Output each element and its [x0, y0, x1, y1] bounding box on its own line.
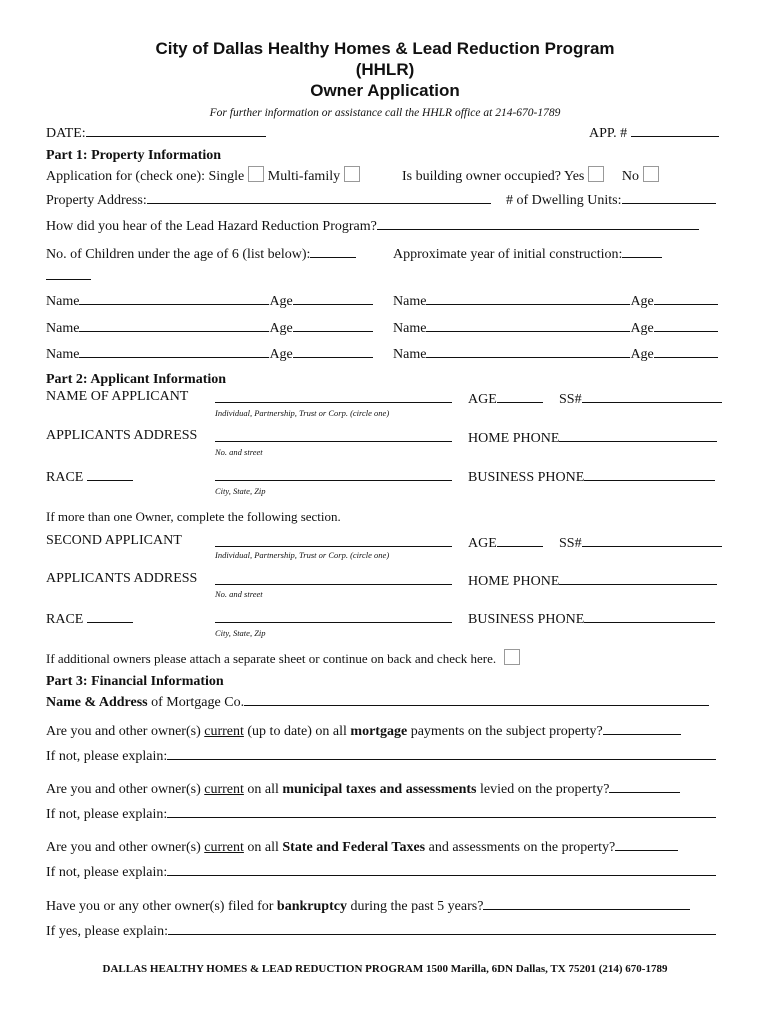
second-applicant-label: SECOND APPLICANT	[46, 533, 182, 548]
part1-heading: Part 1: Property Information	[46, 148, 222, 163]
age-label: AGE	[468, 392, 497, 407]
app-number-label: APP. #	[589, 126, 628, 141]
child-age-field[interactable]	[654, 291, 718, 305]
multi-family-checkbox[interactable]	[344, 166, 360, 182]
child-row	[46, 291, 373, 310]
child-age-label: Age	[269, 294, 293, 309]
child-name-field[interactable]	[426, 344, 630, 358]
second-applicants-address-label: APPLICANTS ADDRESS	[46, 571, 198, 586]
second-city-field[interactable]	[215, 609, 452, 623]
explain-field[interactable]	[167, 804, 716, 818]
applicant-address-field[interactable]	[215, 428, 452, 442]
how-hear-field[interactable]	[377, 216, 699, 230]
home-phone-field[interactable]	[559, 428, 717, 442]
city-state-zip-field[interactable]	[215, 467, 452, 481]
child-row	[393, 291, 718, 310]
ss-row	[559, 389, 722, 408]
child-age-label: Age	[269, 321, 293, 336]
child-age-field[interactable]	[293, 291, 373, 305]
child-age-label: Age	[630, 294, 654, 309]
approx-year-continuation	[46, 266, 91, 285]
bankruptcy-word: bankruptcy	[276, 899, 347, 914]
child-row	[46, 344, 373, 363]
business-phone-row	[468, 467, 715, 486]
address-row	[215, 428, 452, 447]
child-age-label: Age	[630, 347, 654, 362]
question-prefix: Are you and other owner(s)	[46, 782, 205, 797]
property-address-field[interactable]	[147, 190, 491, 204]
dwelling-units-row	[506, 190, 716, 209]
explain-row	[46, 746, 716, 765]
yes-checkbox[interactable]	[588, 166, 604, 182]
child-age-field[interactable]	[293, 318, 373, 332]
child-name-label: Name	[393, 294, 427, 309]
additional-owners-label: If additional owners please attach a separate sheet or continue on back and check here.	[46, 651, 497, 666]
mortgage-label: of Mortgage Co.	[147, 695, 245, 710]
approx-year-label: Approximate year of initial construction:	[393, 247, 623, 262]
how-hear-label: How did you hear of the Lead Hazard Reduction Program?	[46, 219, 377, 234]
explain-yes-row	[46, 921, 716, 940]
more-than-one-owner-note: If more than one Owner, complete the following section.	[46, 509, 341, 524]
city-row	[215, 467, 452, 486]
mortgage-word: mortgage	[350, 724, 408, 739]
question-end: levied on the property?	[476, 782, 610, 797]
application-for-label: Application for (check one): Single	[46, 169, 245, 184]
info-line: For further information or assistance call the HHLR office at 214-670-1789	[209, 107, 561, 119]
explain-row	[46, 862, 716, 881]
question-end: during the past 5 years?	[346, 899, 484, 914]
explain-yes-field[interactable]	[168, 921, 716, 935]
age-field[interactable]	[497, 389, 543, 403]
age-row	[468, 389, 543, 408]
property-address-label: Property Address:	[46, 193, 147, 208]
state-federal-taxes-word: State and Federal Taxes	[282, 840, 426, 855]
current-word: current	[204, 840, 244, 855]
city-hint: City, State, Zip	[215, 486, 266, 496]
if-not-label: If not, please explain:	[46, 865, 168, 880]
ss-field[interactable]	[582, 389, 722, 403]
home-phone-label: HOME PHONE	[468, 431, 560, 446]
child-name-label: Name	[46, 294, 80, 309]
question-start: Have you or any other owner(s) filed for	[46, 899, 277, 914]
application-for-row	[46, 166, 360, 185]
additional-owners-checkbox[interactable]	[504, 649, 520, 665]
date-label: DATE:	[46, 126, 86, 141]
second-home-phone-field[interactable]	[559, 571, 717, 585]
applicant-name-hint: Individual, Partnership, Trust or Corp. (circle one)	[215, 408, 390, 418]
question-bankruptcy-row	[46, 896, 690, 915]
dwelling-units-field[interactable]	[622, 190, 716, 204]
owner-occupied-row	[402, 166, 659, 185]
child-name-label: Name	[393, 347, 427, 362]
mortgage-label-bold: Name & Address	[46, 695, 148, 710]
child-age-field[interactable]	[293, 344, 373, 358]
current-word: current	[204, 724, 244, 739]
no-label: No	[621, 169, 639, 184]
no-checkbox[interactable]	[643, 166, 659, 182]
ss-label: SS#	[559, 392, 582, 407]
single-checkbox[interactable]	[248, 166, 264, 182]
current-word: current	[204, 782, 244, 797]
applicant-name-row	[215, 389, 452, 408]
second-city-hint: City, State, Zip	[215, 628, 266, 638]
footer-address: DALLAS HEALTHY HOMES & LEAD REDUCTION PROGRAM 1500 Marilla, 6DN Dallas, TX 75201 (214) 670-1789	[102, 963, 668, 975]
second-age-row	[468, 533, 543, 552]
question-mid: on all	[243, 840, 283, 855]
second-address-field[interactable]	[215, 571, 452, 585]
child-age-field[interactable]	[654, 318, 718, 332]
street-hint: No. and street	[215, 447, 263, 457]
question-prefix: Are you and other owner(s)	[46, 724, 205, 739]
child-name-label: Name	[46, 321, 80, 336]
date-row	[46, 123, 266, 142]
form-subtitle: Owner Application	[310, 81, 460, 100]
part3-heading: Part 3: Financial Information	[46, 674, 224, 689]
mortgage-row	[46, 692, 709, 711]
form-title-abbr: (HHLR)	[355, 60, 415, 79]
child-age-label: Age	[269, 347, 293, 362]
children-row	[46, 244, 356, 263]
question-municipal-row	[46, 779, 680, 798]
child-row	[393, 344, 718, 363]
second-ss-row	[559, 533, 722, 552]
race-label: RACE	[46, 470, 84, 485]
child-row	[393, 318, 718, 337]
dwelling-units-label: # of Dwelling Units:	[506, 193, 622, 208]
property-address-row	[46, 190, 491, 209]
race-field[interactable]	[87, 467, 133, 481]
second-business-phone-field[interactable]	[584, 609, 715, 623]
date-field[interactable]	[86, 123, 266, 137]
part2-heading: Part 2: Applicant Information	[46, 372, 227, 387]
child-name-label: Name	[46, 347, 80, 362]
child-age-label: Age	[630, 321, 654, 336]
question-state-federal-row	[46, 837, 678, 856]
applicants-address-label: APPLICANTS ADDRESS	[46, 428, 198, 443]
if-not-label: If not, please explain:	[46, 749, 168, 764]
if-not-label: If not, please explain:	[46, 807, 168, 822]
second-race-row	[46, 609, 133, 628]
child-row	[46, 318, 373, 337]
second-street-hint: No. and street	[215, 589, 263, 599]
second-applicant-name-field[interactable]	[215, 533, 452, 547]
question-prefix: Are you and other owner(s)	[46, 840, 205, 855]
business-phone-label: BUSINESS PHONE	[468, 470, 585, 485]
children-label: No. of Children under the age of 6 (list below):	[46, 247, 311, 262]
approx-year-row	[393, 244, 662, 263]
second-address-row	[215, 571, 452, 590]
state-federal-answer-field[interactable]	[615, 837, 678, 851]
second-applicant-hint: Individual, Partnership, Trust or Corp. (circle one)	[215, 550, 390, 560]
child-name-field[interactable]	[426, 318, 630, 332]
child-name-field[interactable]	[79, 318, 269, 332]
age-label: AGE	[468, 536, 497, 551]
ss-label: SS#	[559, 536, 582, 551]
mortgage-field[interactable]	[244, 692, 709, 706]
question-mortgage-row	[46, 721, 681, 740]
second-city-row	[215, 609, 452, 628]
explain-field[interactable]	[167, 862, 716, 876]
second-home-phone-row	[468, 571, 717, 590]
additional-owners-row	[46, 649, 520, 667]
business-phone-field[interactable]	[584, 467, 715, 481]
child-age-field[interactable]	[654, 344, 718, 358]
second-ss-field[interactable]	[582, 533, 722, 547]
home-phone-label: HOME PHONE	[468, 574, 560, 589]
race-label: RACE	[46, 612, 84, 627]
app-number-field[interactable]	[631, 123, 719, 137]
children-field[interactable]	[310, 244, 356, 258]
second-age-field[interactable]	[497, 533, 543, 547]
child-name-field[interactable]	[426, 291, 630, 305]
question-mid: on all	[243, 782, 283, 797]
how-hear-row	[46, 216, 699, 235]
question-end: and assessments on the property?	[425, 840, 616, 855]
applicant-name-field[interactable]	[215, 389, 452, 403]
business-phone-label: BUSINESS PHONE	[468, 612, 585, 627]
child-name-field[interactable]	[79, 291, 269, 305]
child-name-field[interactable]	[79, 344, 269, 358]
home-phone-row	[468, 428, 717, 447]
second-business-phone-row	[468, 609, 715, 628]
mortgage-answer-field[interactable]	[603, 721, 681, 735]
app-row	[589, 123, 719, 142]
owner-occupied-label: Is building owner occupied? Yes	[402, 169, 585, 184]
name-of-applicant-label: NAME OF APPLICANT	[46, 389, 189, 404]
approx-year-field-cont[interactable]	[46, 266, 91, 280]
municipal-taxes-word: municipal taxes and assessments	[282, 782, 477, 797]
multi-family-label: Multi-family	[267, 169, 341, 184]
form-title: City of Dallas Healthy Homes & Lead Reduction Program	[155, 39, 615, 58]
explain-row	[46, 804, 716, 823]
approx-year-field[interactable]	[622, 244, 662, 258]
explain-field[interactable]	[167, 746, 716, 760]
question-mid: (up to date) on all	[243, 724, 351, 739]
race-row	[46, 467, 133, 486]
child-name-label: Name	[393, 321, 427, 336]
municipal-answer-field[interactable]	[609, 779, 680, 793]
bankruptcy-answer-field[interactable]	[483, 896, 690, 910]
if-yes-label: If yes, please explain:	[46, 924, 169, 939]
second-race-field[interactable]	[87, 609, 133, 623]
question-end: payments on the subject property?	[407, 724, 603, 739]
